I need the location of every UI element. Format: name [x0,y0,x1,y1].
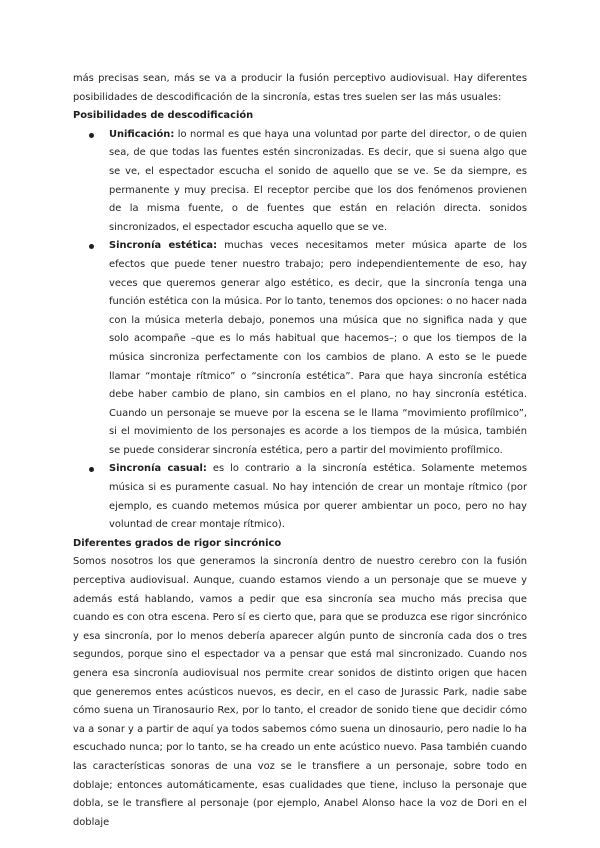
page-content [73,70,527,832]
term-label: Sincronía casual: [109,463,207,475]
list-item-sincronia-estetica [73,237,527,460]
list-item-unificacion [73,126,527,238]
intro-paragraph: más precisas sean, más se va a producir la fusión perceptivo audiovisual. Hay diferentes posibilidades de descodificación de la sincronía, estas tres suelen ser las más usuales: [73,73,527,103]
item-text: muchas veces necesitamos meter música aparte de los efectos que puede tener nuestro trabajo; pero independientemente de eso, hay veces que queremos generar algo estético, es decir, que la sincronía tenga una función estética con la música. Por lo tanto, tenemos dos opciones: o no hacer nada con la música meterla debajo, ponemos una música que no significa nada y que solo acompañe –que es lo más habitual que hacemos–; o que los tiempos de la música sincroniza perfectamente con los cambios de plano. A esto se le puede llamar “montaje rítmico” o “sincronía estética”. Para que haya sincronía estética debe haber cambio de plano, sin cambios en el plano, no hay sincronía estética. Cuando un personaje se mueve por la escena se le llama “movimiento profílmico”, si el movimiento de los personajes es acorde a los tiempos de la música, también se puede considerar sincronía estética, pero a partir del movimiento profílmico. [109,240,527,456]
rigor-paragraph: Somos nosotros los que generamos la sincronía dentro de nuestro cerebro con la fusión perceptiva audiovisual. Aunque, cuando estamos viendo a un personaje que se mueve y además está hablando, vamos a pedir que esa sincronía sea mucho más precisa que cuando es con otra escena. Pero sí es cierto que, para que se produzca ese rigor sincrónico y esa sincronía, por lo menos debería aparecer algún punto de sincronía cada dos o tres segundos, porque sino el espectador va a pensar que está mal sincronizado. Cuando nos genera esa sincronía audiovisual nos permite crear sonidos de distinto origen que hacen que generemos entes acústicos nuevos, es decir, en el caso de Jurassic Park, nadie sabe cómo suena un Tiranosaurio Rex, por lo tanto, el creador de sonido tiene que decidir cómo va a sonar y a partir de aquí ya todos sabemos cómo suena un dinosaurio, pero nadie lo ha escuchado nunca; por lo tanto, se ha creado un ente acústico nuevo. Pasa también cuando las características sonoras de una voz se le transfiere a un personaje, sobre todo en doblaje; entonces automáticamente, esas cualidades que tiene, incluso la personaje que dobla, se le transfiere al personaje (por ejemplo, Anabel Alonso hace la voz de Dori en el doblaje [73,556,527,828]
item-text: lo normal es que haya una voluntad por parte del director, o de quien sea, de que todas las fuentes estén sincronizadas. Es decir, que si suena algo que se ve, el espectador escucha el sonido de aquello que se ve. Se da siempre, es permanente y muy precisa. El receptor percibe que los dos fenómenos provienen de la misma fuente, o de fuentes que están en relación directa. sonidos sincronizados, el espectador escucha aquello que se ve. [109,128,527,233]
bullet-icon [89,133,94,138]
bullet-icon [89,467,94,472]
section-heading-descodificacion: Posibilidades de descodificación [73,110,254,122]
list-item-sincronia-casual [73,460,527,534]
section-heading-rigor: Diferentes grados de rigor sincrónico [73,537,282,549]
term-label: Sincronía estética: [109,240,218,252]
bullet-icon [89,244,94,249]
term-label: Unificación: [109,128,175,140]
item-text: es lo contrario a la sincronía estética. Solamente metemos música si es puramente casual. No hay intención de crear un montaje rítmico (por ejemplo, es cuando metemos música por querer ambientar un poco, pero no hay voluntad de crear montaje rítmico). [109,463,527,531]
bullet-list [73,126,527,535]
